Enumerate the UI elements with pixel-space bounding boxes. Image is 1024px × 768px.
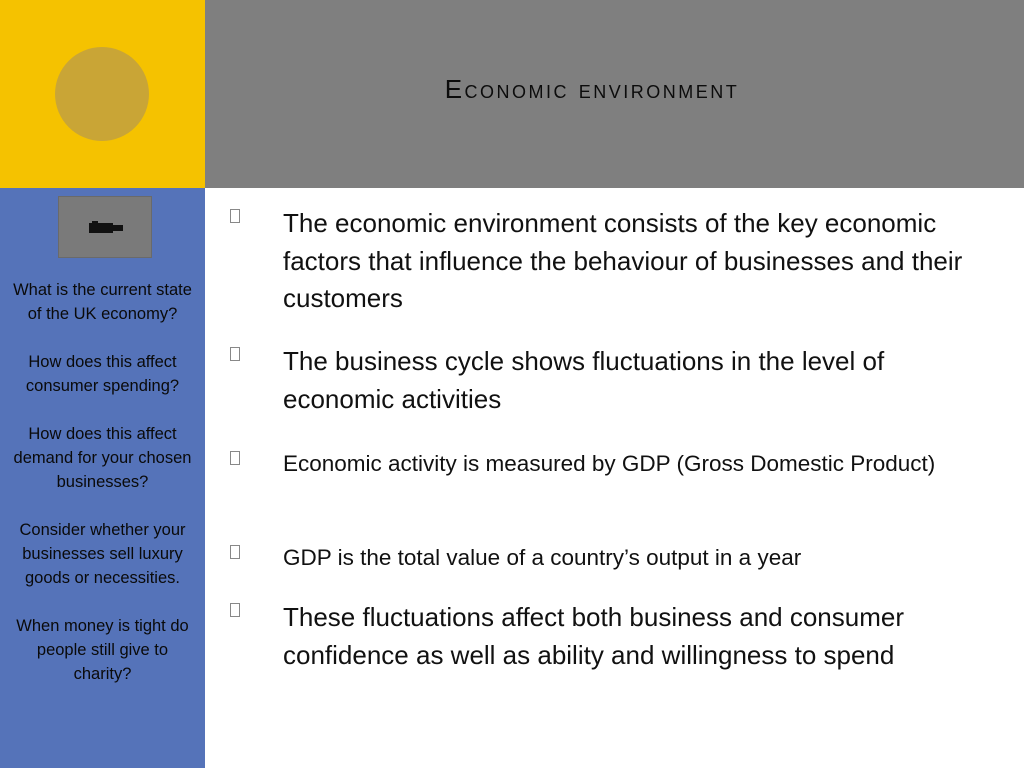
sidebar-prompt: Consider whether your businesses sell luxury goods or necessities. xyxy=(19,521,186,587)
sidebar-panel xyxy=(0,188,205,768)
corner-accent-block xyxy=(0,0,205,188)
bullet-marker-icon xyxy=(230,347,240,361)
bullet-marker-icon xyxy=(230,603,240,617)
sidebar-prompt: What is the current state of the UK economy? xyxy=(13,281,192,323)
camera-icon xyxy=(89,221,123,235)
sidebar-prompt: How does this affect demand for your chosen businesses? xyxy=(13,425,192,491)
bullet-marker-icon xyxy=(230,451,240,465)
sidebar-prompts xyxy=(6,278,199,686)
slide-title: Economic environment xyxy=(444,74,740,104)
bullet-text: Economic activity is measured by GDP (Gross Domestic Product) xyxy=(283,451,936,476)
bullet-text: GDP is the total value of a country’s output in a year xyxy=(283,545,802,570)
decorative-circle xyxy=(55,47,149,141)
bullet-marker-icon xyxy=(230,545,240,559)
bullet-text: The business cycle shows fluctuations in the level of economic activities xyxy=(283,346,885,414)
sidebar-prompt: When money is tight do people still give to charity? xyxy=(16,617,189,683)
bullet-text: These fluctuations affect both business and consumer confidence as well as ability and willingness to spend xyxy=(283,602,905,670)
bullet-marker-icon xyxy=(230,209,240,223)
sidebar-prompt: How does this affect consumer spending? xyxy=(25,353,180,395)
sidebar-picture-placeholder xyxy=(58,196,152,258)
bullet-text: The economic environment consists of the key economic factors that influence the behaviour of businesses and their customers xyxy=(283,208,963,313)
